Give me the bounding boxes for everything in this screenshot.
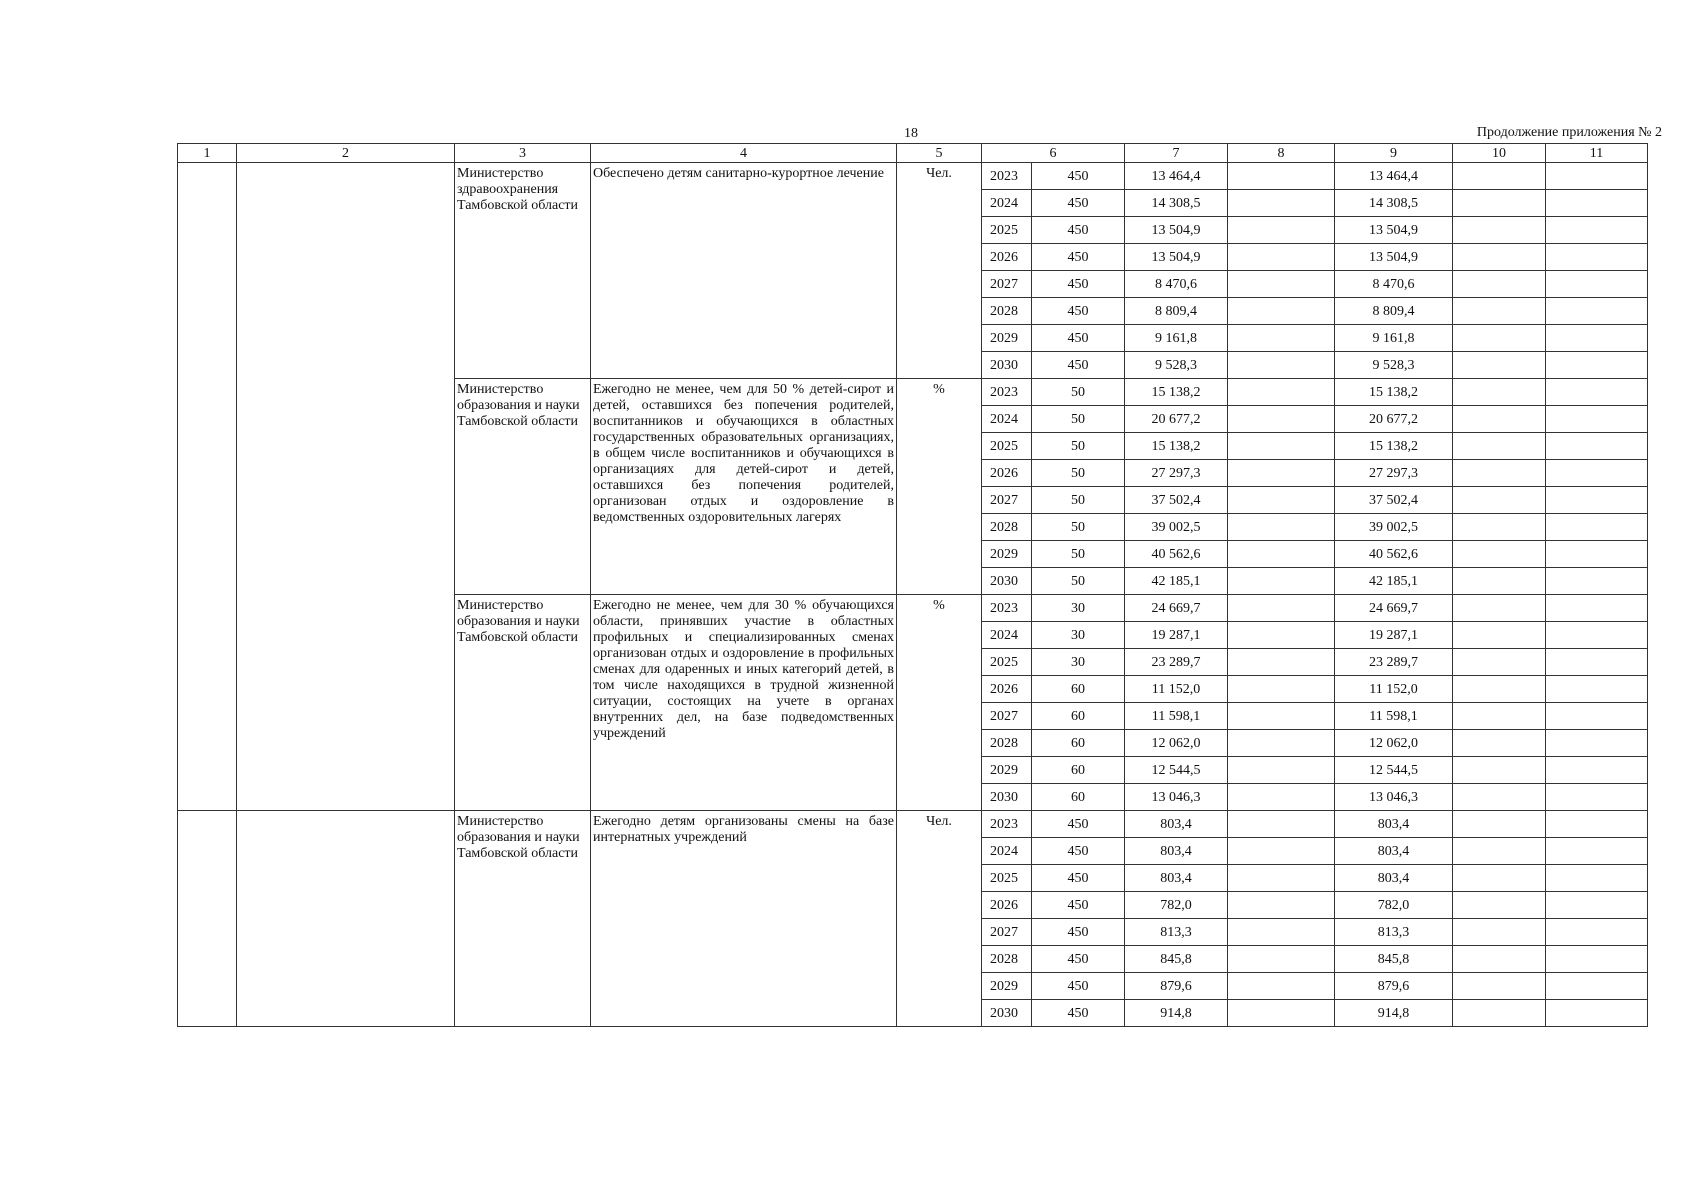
- value-col9: 12 062,0: [1335, 730, 1453, 757]
- unit-cell: %: [897, 595, 982, 811]
- value-col10: [1453, 865, 1546, 892]
- value-col10: [1453, 487, 1546, 514]
- value-col7: 19 287,1: [1125, 622, 1228, 649]
- value-col11: [1546, 325, 1648, 352]
- value-col10: [1453, 730, 1546, 757]
- value-col10: [1453, 325, 1546, 352]
- value-col11: [1546, 271, 1648, 298]
- value-col7: 11 598,1: [1125, 703, 1228, 730]
- year-cell: 2029: [982, 325, 1032, 352]
- value-col6: 450: [1032, 811, 1125, 838]
- col-header: 5: [897, 144, 982, 163]
- page-number: 18: [904, 126, 918, 141]
- value-col8: [1228, 595, 1335, 622]
- value-col11: [1546, 919, 1648, 946]
- value-col11: [1546, 352, 1648, 379]
- value-col10: [1453, 703, 1546, 730]
- value-col6: 450: [1032, 1000, 1125, 1027]
- annex-label: Продолжение приложения № 2: [1476, 125, 1662, 140]
- responsible-cell: Министерство образования и науки Тамбовской области: [455, 811, 591, 1027]
- value-col7: 879,6: [1125, 973, 1228, 1000]
- year-cell: 2029: [982, 973, 1032, 1000]
- col-header: 9: [1335, 144, 1453, 163]
- value-col7: 39 002,5: [1125, 514, 1228, 541]
- value-col6: 450: [1032, 865, 1125, 892]
- value-col8: [1228, 325, 1335, 352]
- value-col10: [1453, 514, 1546, 541]
- col2-cell: [237, 163, 455, 811]
- value-col8: [1228, 190, 1335, 217]
- year-cell: 2024: [982, 190, 1032, 217]
- value-col6: 50: [1032, 541, 1125, 568]
- unit-cell: Чел.: [897, 811, 982, 1027]
- value-col9: 803,4: [1335, 865, 1453, 892]
- value-col6: 30: [1032, 595, 1125, 622]
- value-col10: [1453, 676, 1546, 703]
- value-col9: 40 562,6: [1335, 541, 1453, 568]
- value-col7: 12 544,5: [1125, 757, 1228, 784]
- value-col11: [1546, 784, 1648, 811]
- year-cell: 2030: [982, 1000, 1032, 1027]
- value-col7: 23 289,7: [1125, 649, 1228, 676]
- value-col10: [1453, 973, 1546, 1000]
- value-col10: [1453, 271, 1546, 298]
- value-col11: [1546, 676, 1648, 703]
- value-col9: 9 528,3: [1335, 352, 1453, 379]
- value-col6: 450: [1032, 244, 1125, 271]
- value-col6: 50: [1032, 379, 1125, 406]
- year-cell: 2028: [982, 298, 1032, 325]
- value-col11: [1546, 946, 1648, 973]
- value-col9: 15 138,2: [1335, 433, 1453, 460]
- value-col8: [1228, 406, 1335, 433]
- value-col6: 450: [1032, 919, 1125, 946]
- value-col8: [1228, 163, 1335, 190]
- value-col6: 60: [1032, 784, 1125, 811]
- value-col11: [1546, 460, 1648, 487]
- value-col10: [1453, 622, 1546, 649]
- value-col7: 803,4: [1125, 838, 1228, 865]
- year-cell: 2026: [982, 244, 1032, 271]
- value-col10: [1453, 244, 1546, 271]
- value-col11: [1546, 730, 1648, 757]
- year-cell: 2029: [982, 757, 1032, 784]
- value-col9: 11 598,1: [1335, 703, 1453, 730]
- value-col11: [1546, 217, 1648, 244]
- year-cell: 2025: [982, 649, 1032, 676]
- col1-cell: [178, 811, 237, 1027]
- value-col9: 27 297,3: [1335, 460, 1453, 487]
- value-col9: 42 185,1: [1335, 568, 1453, 595]
- value-col7: 27 297,3: [1125, 460, 1228, 487]
- value-col8: [1228, 244, 1335, 271]
- value-col11: [1546, 811, 1648, 838]
- value-col6: 60: [1032, 676, 1125, 703]
- year-cell: 2024: [982, 838, 1032, 865]
- value-col11: [1546, 622, 1648, 649]
- value-col8: [1228, 1000, 1335, 1027]
- responsible-cell: Министерство образования и науки Тамбовской области: [455, 379, 591, 595]
- description-cell: Обеспечено детям санитарно-курортное лечение: [591, 163, 897, 379]
- value-col9: 37 502,4: [1335, 487, 1453, 514]
- value-col10: [1453, 919, 1546, 946]
- year-cell: 2030: [982, 568, 1032, 595]
- value-col10: [1453, 163, 1546, 190]
- value-col7: 9 161,8: [1125, 325, 1228, 352]
- value-col11: [1546, 190, 1648, 217]
- table-row: [178, 811, 1648, 838]
- col-header: 1: [178, 144, 237, 163]
- value-col7: 15 138,2: [1125, 379, 1228, 406]
- value-col7: 782,0: [1125, 892, 1228, 919]
- value-col9: 813,3: [1335, 919, 1453, 946]
- col2-cell: [237, 811, 455, 1027]
- value-col10: [1453, 892, 1546, 919]
- col-header: 2: [237, 144, 455, 163]
- description-cell: Ежегодно не менее, чем для 50 % детей-сирот и детей, оставшихся без попечения родителей, воспитанников и обучающихся в областных государственных образовательных организациях, в общем числе воспитанников и обучающихся в организациях для детей-сирот и детей, оставшихся без попечения родителей, организован отдых и оздоровление в ведомственных оздоровительных лагерях: [591, 379, 897, 595]
- value-col9: 12 544,5: [1335, 757, 1453, 784]
- value-col9: 23 289,7: [1335, 649, 1453, 676]
- year-cell: 2028: [982, 514, 1032, 541]
- table-row: [178, 163, 1648, 190]
- value-col6: 30: [1032, 649, 1125, 676]
- value-col6: 30: [1032, 622, 1125, 649]
- value-col7: 9 528,3: [1125, 352, 1228, 379]
- col-header: 7: [1125, 144, 1228, 163]
- value-col11: [1546, 568, 1648, 595]
- value-col8: [1228, 811, 1335, 838]
- value-col10: [1453, 838, 1546, 865]
- year-cell: 2023: [982, 595, 1032, 622]
- value-col11: [1546, 487, 1648, 514]
- value-col7: 914,8: [1125, 1000, 1228, 1027]
- col-header: 8: [1228, 144, 1335, 163]
- value-col8: [1228, 271, 1335, 298]
- value-col6: 450: [1032, 163, 1125, 190]
- value-col9: 14 308,5: [1335, 190, 1453, 217]
- value-col7: 24 669,7: [1125, 595, 1228, 622]
- value-col7: 8 470,6: [1125, 271, 1228, 298]
- value-col11: [1546, 244, 1648, 271]
- col-header: 10: [1453, 144, 1546, 163]
- value-col10: [1453, 541, 1546, 568]
- value-col10: [1453, 460, 1546, 487]
- value-col11: [1546, 757, 1648, 784]
- year-cell: 2027: [982, 487, 1032, 514]
- value-col6: 450: [1032, 190, 1125, 217]
- value-col9: 845,8: [1335, 946, 1453, 973]
- value-col10: [1453, 757, 1546, 784]
- value-col9: 20 677,2: [1335, 406, 1453, 433]
- year-cell: 2023: [982, 811, 1032, 838]
- value-col8: [1228, 973, 1335, 1000]
- col-header: 11: [1546, 144, 1648, 163]
- value-col8: [1228, 298, 1335, 325]
- value-col10: [1453, 811, 1546, 838]
- value-col9: 803,4: [1335, 811, 1453, 838]
- value-col9: 879,6: [1335, 973, 1453, 1000]
- value-col11: [1546, 892, 1648, 919]
- value-col6: 450: [1032, 298, 1125, 325]
- value-col10: [1453, 946, 1546, 973]
- value-col8: [1228, 676, 1335, 703]
- year-cell: 2030: [982, 784, 1032, 811]
- value-col8: [1228, 649, 1335, 676]
- value-col9: 13 504,9: [1335, 244, 1453, 271]
- value-col11: [1546, 703, 1648, 730]
- value-col11: [1546, 514, 1648, 541]
- value-col8: [1228, 352, 1335, 379]
- value-col11: [1546, 865, 1648, 892]
- value-col9: 782,0: [1335, 892, 1453, 919]
- year-cell: 2028: [982, 946, 1032, 973]
- value-col9: 11 152,0: [1335, 676, 1453, 703]
- value-col9: 24 669,7: [1335, 595, 1453, 622]
- value-col6: 450: [1032, 946, 1125, 973]
- value-col8: [1228, 838, 1335, 865]
- year-cell: 2030: [982, 352, 1032, 379]
- year-cell: 2024: [982, 622, 1032, 649]
- description-cell: Ежегодно не менее, чем для 30 % обучающихся области, принявших участие в областных профильных и специализированных сменах организован отдых и оздоровление в профильных сменах для одаренных и иных категорий детей, в том числе находящихся в трудной жизненной ситуации, состоящих на учете в органах внутренних дел, на базе подведомственных учреждений: [591, 595, 897, 811]
- value-col6: 450: [1032, 325, 1125, 352]
- value-col9: 13 046,3: [1335, 784, 1453, 811]
- year-cell: 2026: [982, 460, 1032, 487]
- value-col7: 13 504,9: [1125, 217, 1228, 244]
- value-col6: 50: [1032, 460, 1125, 487]
- value-col7: 11 152,0: [1125, 676, 1228, 703]
- value-col7: 845,8: [1125, 946, 1228, 973]
- value-col8: [1228, 433, 1335, 460]
- value-col11: [1546, 298, 1648, 325]
- value-col7: 13 464,4: [1125, 163, 1228, 190]
- value-col11: [1546, 163, 1648, 190]
- year-cell: 2023: [982, 163, 1032, 190]
- year-cell: 2027: [982, 919, 1032, 946]
- value-col8: [1228, 946, 1335, 973]
- value-col9: 13 464,4: [1335, 163, 1453, 190]
- value-col8: [1228, 919, 1335, 946]
- value-col7: 15 138,2: [1125, 433, 1228, 460]
- value-col6: 50: [1032, 487, 1125, 514]
- value-col7: 14 308,5: [1125, 190, 1228, 217]
- value-col7: 13 504,9: [1125, 244, 1228, 271]
- year-cell: 2025: [982, 217, 1032, 244]
- value-col9: 914,8: [1335, 1000, 1453, 1027]
- value-col10: [1453, 217, 1546, 244]
- value-col7: 13 046,3: [1125, 784, 1228, 811]
- value-col6: 450: [1032, 838, 1125, 865]
- value-col10: [1453, 433, 1546, 460]
- value-col7: 8 809,4: [1125, 298, 1228, 325]
- value-col6: 60: [1032, 730, 1125, 757]
- value-col11: [1546, 406, 1648, 433]
- year-cell: 2023: [982, 379, 1032, 406]
- program-table: [177, 143, 1648, 1027]
- value-col8: [1228, 703, 1335, 730]
- year-cell: 2027: [982, 703, 1032, 730]
- responsible-cell: Министерство образования и науки Тамбовской области: [455, 595, 591, 811]
- value-col10: [1453, 190, 1546, 217]
- value-col9: 15 138,2: [1335, 379, 1453, 406]
- year-cell: 2027: [982, 271, 1032, 298]
- value-col7: 37 502,4: [1125, 487, 1228, 514]
- value-col8: [1228, 487, 1335, 514]
- value-col11: [1546, 433, 1648, 460]
- value-col9: 19 287,1: [1335, 622, 1453, 649]
- value-col11: [1546, 379, 1648, 406]
- value-col8: [1228, 379, 1335, 406]
- value-col8: [1228, 730, 1335, 757]
- value-col8: [1228, 541, 1335, 568]
- value-col8: [1228, 568, 1335, 595]
- value-col7: 803,4: [1125, 865, 1228, 892]
- value-col9: 8 809,4: [1335, 298, 1453, 325]
- value-col11: [1546, 1000, 1648, 1027]
- value-col8: [1228, 217, 1335, 244]
- value-col9: 9 161,8: [1335, 325, 1453, 352]
- col-header: 6: [982, 144, 1125, 163]
- value-col8: [1228, 892, 1335, 919]
- value-col6: 50: [1032, 568, 1125, 595]
- year-cell: 2028: [982, 730, 1032, 757]
- col-header: 3: [455, 144, 591, 163]
- value-col11: [1546, 595, 1648, 622]
- value-col9: 8 470,6: [1335, 271, 1453, 298]
- value-col6: 50: [1032, 433, 1125, 460]
- unit-cell: %: [897, 379, 982, 595]
- value-col10: [1453, 1000, 1546, 1027]
- value-col8: [1228, 784, 1335, 811]
- value-col6: 60: [1032, 703, 1125, 730]
- year-cell: 2026: [982, 676, 1032, 703]
- value-col10: [1453, 379, 1546, 406]
- value-col6: 450: [1032, 217, 1125, 244]
- year-cell: 2024: [982, 406, 1032, 433]
- value-col8: [1228, 622, 1335, 649]
- value-col8: [1228, 757, 1335, 784]
- value-col6: 450: [1032, 352, 1125, 379]
- value-col11: [1546, 541, 1648, 568]
- value-col6: 450: [1032, 973, 1125, 1000]
- value-col10: [1453, 649, 1546, 676]
- header-row: [178, 144, 1648, 163]
- value-col6: 50: [1032, 406, 1125, 433]
- value-col10: [1453, 595, 1546, 622]
- value-col9: 39 002,5: [1335, 514, 1453, 541]
- responsible-cell: Министерство здравоохранения Тамбовской области: [455, 163, 591, 379]
- col1-cell: [178, 163, 237, 811]
- value-col10: [1453, 568, 1546, 595]
- value-col11: [1546, 838, 1648, 865]
- value-col7: 20 677,2: [1125, 406, 1228, 433]
- value-col8: [1228, 460, 1335, 487]
- value-col11: [1546, 973, 1648, 1000]
- year-cell: 2026: [982, 892, 1032, 919]
- value-col6: 60: [1032, 757, 1125, 784]
- value-col6: 50: [1032, 514, 1125, 541]
- value-col6: 450: [1032, 892, 1125, 919]
- value-col10: [1453, 784, 1546, 811]
- value-col10: [1453, 406, 1546, 433]
- value-col11: [1546, 649, 1648, 676]
- col-header: 4: [591, 144, 897, 163]
- value-col7: 42 185,1: [1125, 568, 1228, 595]
- value-col7: 813,3: [1125, 919, 1228, 946]
- value-col9: 13 504,9: [1335, 217, 1453, 244]
- description-cell: Ежегодно детям организованы смены на базе интернатных учреждений: [591, 811, 897, 1027]
- unit-cell: Чел.: [897, 163, 982, 379]
- year-cell: 2029: [982, 541, 1032, 568]
- value-col8: [1228, 514, 1335, 541]
- value-col7: 12 062,0: [1125, 730, 1228, 757]
- value-col7: 803,4: [1125, 811, 1228, 838]
- year-cell: 2025: [982, 865, 1032, 892]
- value-col7: 40 562,6: [1125, 541, 1228, 568]
- value-col10: [1453, 352, 1546, 379]
- value-col10: [1453, 298, 1546, 325]
- year-cell: 2025: [982, 433, 1032, 460]
- value-col9: 803,4: [1335, 838, 1453, 865]
- value-col6: 450: [1032, 271, 1125, 298]
- value-col8: [1228, 865, 1335, 892]
